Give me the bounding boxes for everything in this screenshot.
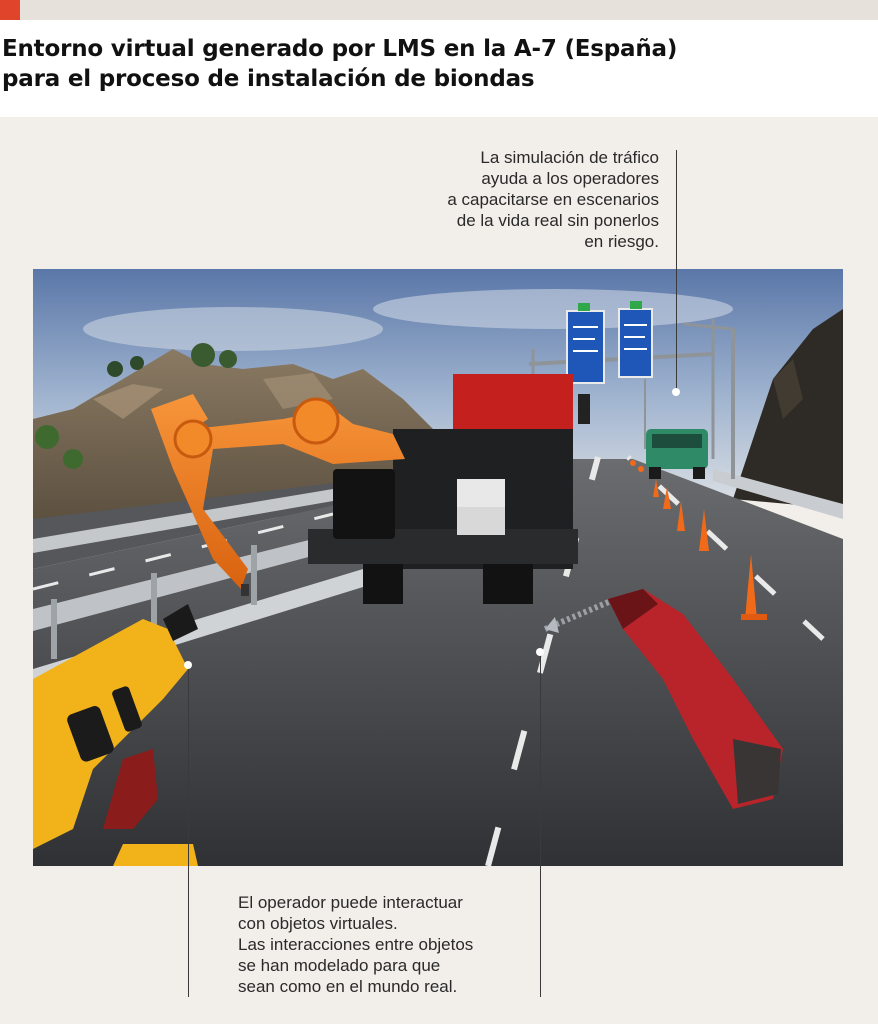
leader-line-top xyxy=(676,150,677,390)
annotation-top-line: de la vida real sin ponerlos xyxy=(456,211,659,230)
annotation-bottom-line: sean como en el mundo real. xyxy=(238,977,458,996)
leader-dot-top xyxy=(672,388,680,396)
leader-line-bottom-right xyxy=(540,652,541,997)
title-line-2: para el proceso de instalación de biondas xyxy=(2,66,535,92)
page-title xyxy=(2,34,862,94)
annotation-bottom-line: Las interacciones entre objetos xyxy=(238,935,474,954)
accent-square xyxy=(0,0,20,20)
leader-dot-bottom-left xyxy=(184,661,192,669)
title-line-1: Entorno virtual generado por LMS en la A-7 (España) xyxy=(2,36,678,62)
annotation-top-line: La simulación de tráfico xyxy=(480,148,659,167)
top-bar xyxy=(0,0,878,20)
annotation-top-line: a capacitarse en escenarios xyxy=(447,190,659,209)
annotation-top xyxy=(447,147,659,252)
annotation-bottom-line: con objetos virtuales. xyxy=(238,914,398,933)
annotation-top-line: ayuda a los operadores xyxy=(481,169,659,188)
annotation-top-line: en riesgo. xyxy=(584,232,659,251)
annotation-bottom-line: se han modelado para que xyxy=(238,956,441,975)
annotation-bottom xyxy=(238,892,473,997)
leader-line-bottom-left xyxy=(188,665,189,997)
leader-dot-bottom-right xyxy=(536,648,544,656)
vr-scene-image xyxy=(33,269,843,866)
annotation-bottom-line: El operador puede interactuar xyxy=(238,893,463,912)
